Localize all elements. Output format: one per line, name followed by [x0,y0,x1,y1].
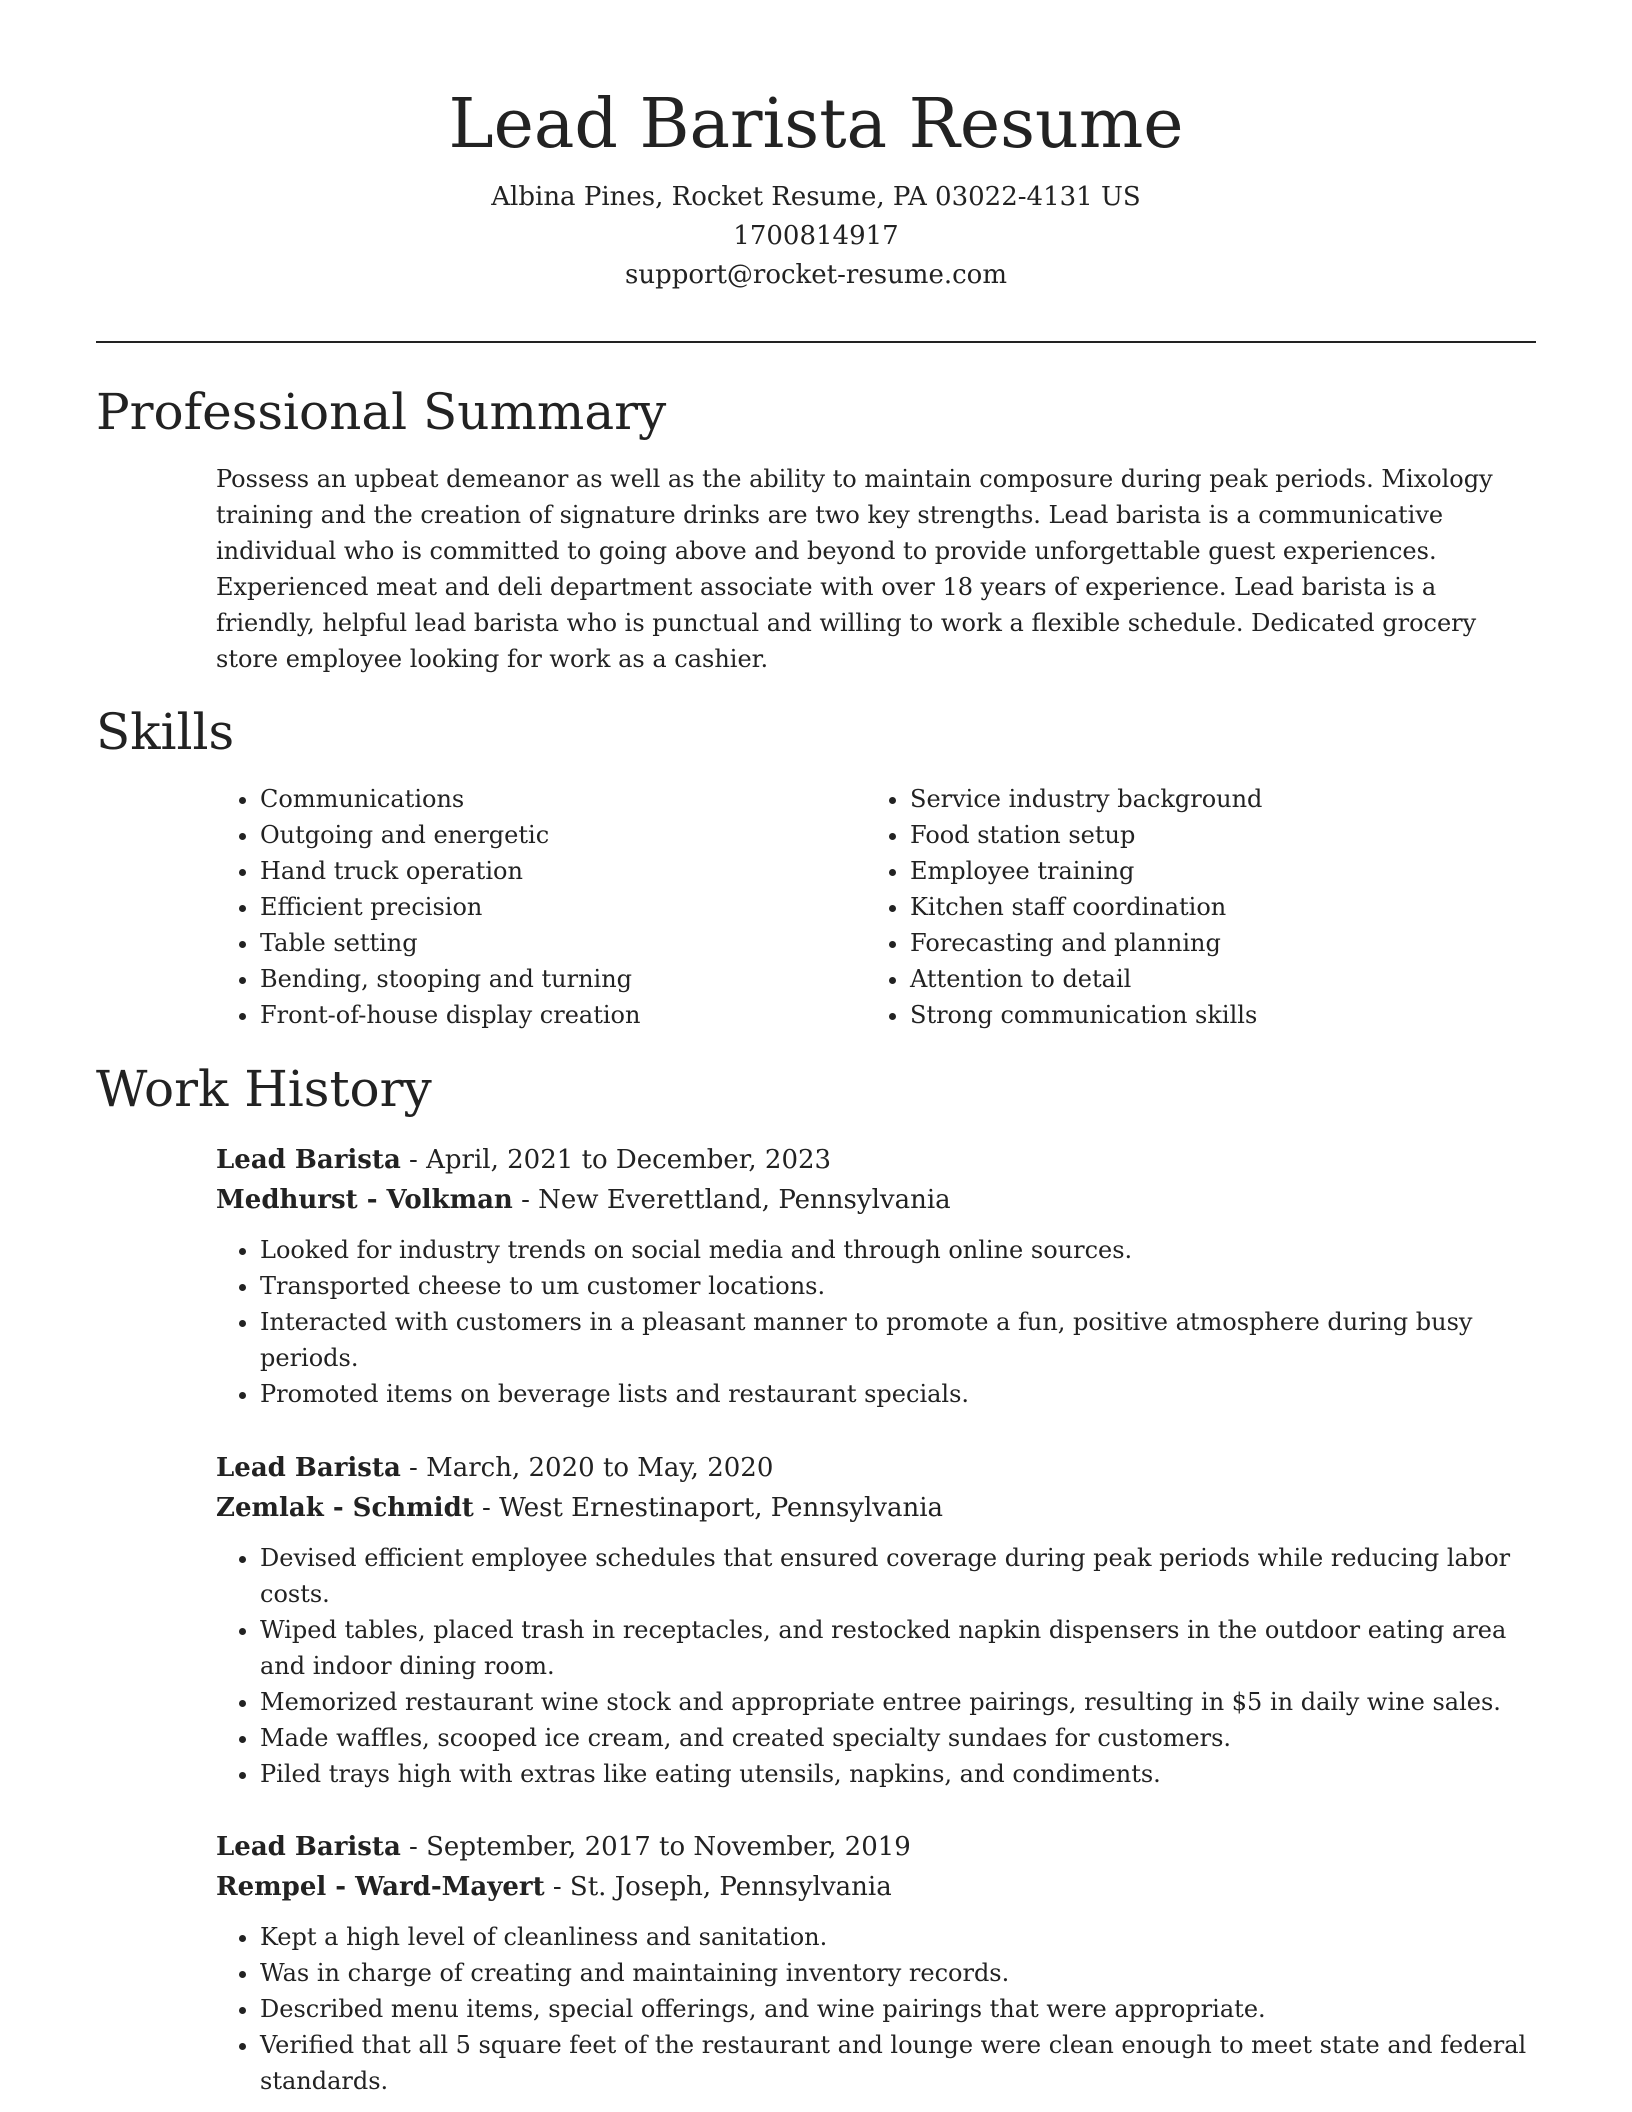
skills-list-left [216,781,856,1033]
job-company: Rempel - Ward-Mayert [216,1872,545,1902]
skill-item: • Employee training [910,853,1506,889]
job-bullet: • Interacted with customers in a pleasant manner to promote a fun, positive atmosphere during busy periods. [260,1304,1536,1376]
summary-heading: Professional Summary [96,383,667,441]
job-location: St. Joseph, Pennsylvania [569,1872,892,1902]
skill-item: • Table setting [260,925,856,961]
job-bullet: • Kept a high level of cleanliness and sanitation. [260,1919,1536,1955]
work-history-heading: Work History [96,1060,432,1118]
job-entry [216,1448,1536,1792]
job-title: Lead Barista [216,1145,401,1175]
job-bullets [216,1540,1536,1792]
separator: - [544,1872,570,1902]
skill-item: • Front-of-house display creation [260,997,856,1033]
job-bullet: • Promoted items on beverage lists and restaurant specials. [260,1376,1536,1412]
skill-item: • Hand truck operation [260,853,856,889]
job-location: West Ernestinaport, Pennsylvania [499,1493,944,1523]
job-bullet: • Was in charge of creating and maintaining inventory records. [260,1955,1536,1991]
job-bullet: • Described menu items, special offerings, and wine pairings that were appropriate. [260,1991,1536,2027]
job-title: Lead Barista [216,1832,401,1862]
job-bullet: • Transported cheese to um customer locations. [260,1268,1536,1304]
resume-header [96,80,1536,295]
skill-item: • Communications [260,781,856,817]
contact-address: Albina Pines, Rocket Resume, PA 03022-4131 US [491,182,1141,212]
contact-email: support@rocket-resume.com [624,260,1007,290]
job-title-line [216,1827,1536,1867]
job-entry [216,1827,1536,2099]
skill-item: • Forecasting and planning [910,925,1506,961]
skills-list-right [866,781,1506,1033]
job-bullet: • Memorized restaurant wine stock and appropriate entree pairings, resulting in $5 in daily wine sales. [260,1684,1536,1720]
separator: - [512,1185,539,1215]
skills-column-left [216,781,856,1033]
header-divider [96,341,1536,343]
job-bullets [216,1232,1536,1412]
separator: - [400,1453,427,1483]
skill-item: • Kitchen staff coordination [910,889,1506,925]
separator: - [400,1832,427,1862]
job-company: Medhurst - Volkman [216,1185,513,1215]
job-dates: April, 2021 to December, 2023 [426,1145,832,1175]
separator: - [473,1493,500,1523]
skill-item: • Attention to detail [910,961,1506,997]
job-company: Zemlak - Schmidt [216,1493,474,1523]
job-bullets [216,1919,1536,2099]
summary-text: Possess an upbeat demeanor as well as the ability to maintain composure during peak periods. Mixology training and the creation of signature drinks are two key strengths. Lead barista is a communicative individual who is committed to going above and beyond to provide unforgettable guest experiences. Experienced meat and deli department associate with over 18 years of experience. Lead barista is a friendly, helpful lead barista who is punctual and willing to work a flexible schedule. Dedicated grocery store employee looking for work as a cashier. [216,465,1493,673]
skill-item: • Outgoing and energetic [260,817,856,853]
skill-item: • Food station setup [910,817,1506,853]
contact-phone: 1700814917 [733,221,899,251]
resume-title: Lead Barista Resume [448,85,1184,164]
job-dates: March, 2020 to May, 2020 [426,1453,774,1483]
skill-item: • Efficient precision [260,889,856,925]
skills-heading: Skills [96,703,235,761]
job-company-line [216,1180,1536,1220]
job-company-line [216,1488,1536,1528]
job-bullet: • Wiped tables, placed trash in receptacles, and restocked napkin dispensers in the outdoor eating area and indoor dining room. [260,1612,1536,1684]
job-title: Lead Barista [216,1453,401,1483]
separator: - [400,1145,427,1175]
job-company-line [216,1867,1536,1907]
skill-item: • Strong communication skills [910,997,1506,1033]
job-bullet: • Verified that all 5 square feet of the restaurant and lounge were clean enough to meet state and federal standards. [260,2027,1536,2099]
job-bullet: • Looked for industry trends on social media and through online sources. [260,1232,1536,1268]
job-bullet: • Piled trays high with extras like eating utensils, napkins, and condiments. [260,1756,1536,1792]
job-entry [216,1140,1536,1412]
skill-item: • Bending, stooping and turning [260,961,856,997]
job-dates: September, 2017 to November, 2019 [426,1832,911,1862]
job-title-line [216,1448,1536,1488]
job-bullet: • Made waffles, scooped ice cream, and created specialty sundaes for customers. [260,1720,1536,1756]
skill-item: • Service industry background [910,781,1506,817]
skills-column-right [866,781,1506,1033]
job-title-line [216,1140,1536,1180]
job-bullet: • Devised efficient employee schedules that ensured coverage during peak periods while reducing labor costs. [260,1540,1536,1612]
job-location: New Everettland, Pennsylvania [538,1185,951,1215]
